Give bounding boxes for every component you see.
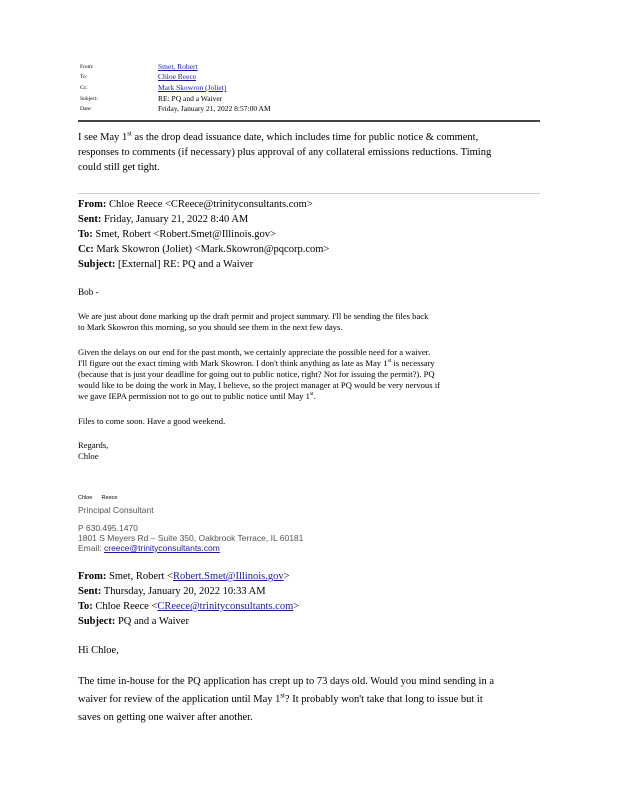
msg1-sent: Friday, January 21, 2022 8:40 AM [103, 214, 249, 225]
msg2-subject: PQ and a Waiver [117, 616, 189, 627]
msg1-cc: Mark Skowron (Joliet) <Mark.Skowron@pqcorp.com> [96, 244, 330, 255]
quote-divider [78, 193, 540, 194]
msg1-from: Chloe Reece <CReece@trinityconsultants.com> [109, 199, 313, 210]
msg2-from-email-link[interactable]: Robert.Smet@Illinois.gov [172, 571, 284, 582]
signature-address: 1801 S Meyers Rd – Suite 350, Oakbrook Terrace, IL 60181 [78, 533, 304, 543]
to-label: To: [80, 74, 88, 80]
reply-body [78, 130, 548, 175]
msg2-header: From: Smet, Robert <Robert.Smet@Illinois.gov> Sent: Thursday, January 20, 2022 10:33 AM To: Chloe Reece <CReece@trinityconsultants.com> Subject: PQ and a Waiver [78, 571, 300, 627]
cc-label: Cc: [80, 85, 88, 91]
cc-link[interactable]: Mark Skowron (Joliet) [158, 83, 227, 92]
signature-email-link[interactable]: creece@trinityconsultants.com [103, 543, 220, 553]
signature-contact: P 630.495.1470 1801 S Meyers Rd – Suite 350, Oakbrook Terrace, IL 60181 Email: creece@trinityconsultants.com [78, 523, 304, 553]
subject-value: RE: PQ and a Waiver [158, 94, 223, 103]
date-label: Date: [80, 106, 92, 112]
reply-line-2: responses to comments (if necessary) plus approval of any collateral emissions reductions. Timing [78, 147, 492, 158]
msg1-paragraph-2: Given the delays on our end for the past month, we certainly appreciate the possible need for a waiver. I'll figure out the exact timing with Mark Skowron. I don't think anything as late as May 1st is necessary (because that is just your deadline for going out to public notice, right? Not for issuing the permit?). PQ would like to be doing the work in May, I believe, so the project manager at PQ would be very nervous if we gave IEPA permission not to go out to public notice until May 1st. [78, 347, 440, 401]
msg2-to-email-link[interactable]: CReece@trinityconsultants.com [157, 601, 294, 612]
header-divider [78, 120, 540, 122]
signature-name: Chloe Reece [78, 495, 118, 501]
reply-line-1: I see May 1st as the drop dead issuance date, which includes time for public notice & comment, [78, 130, 479, 143]
msg1-greeting: Bob - [78, 287, 99, 297]
subject-label: Subject: [80, 96, 99, 102]
to-link[interactable]: Chloe Reece [158, 72, 197, 81]
msg2-greeting: Hi Chloe, [78, 645, 119, 656]
date-value: Friday, January 21, 2022 8:57:00 AM [158, 104, 271, 113]
msg2-sent: Thursday, January 20, 2022 10:33 AM [103, 586, 266, 597]
msg1-paragraph-3: Files to come soon. Have a good weekend. [78, 416, 226, 426]
msg1-header: From: Chloe Reece <CReece@trinityconsultants.com> Sent: Friday, January 21, 2022 8:40 AM To: Smet, Robert <Robert.Smet@Illinois.gov> Cc: Mark Skowron (Joliet) <Mark.Skowron@pqcorp.com> Subject: [External] RE: PQ and a Waiver [78, 199, 330, 270]
signature-title: Principal Consultant [78, 505, 154, 515]
msg2-paragraph: The time in-house for the PQ application has crept up to 73 days old. Would you mind sending in a waiver for review of the application until May 1st? It probably won't take that long to issue but it saves on getting one waiver after another. [78, 676, 494, 723]
msg1-closing: Regards, Chloe [78, 440, 109, 461]
msg1-to: Smet, Robert <Robert.Smet@Illinois.gov> [95, 229, 276, 240]
reply-line-3: could still get tight. [78, 162, 160, 173]
msg1-subject: [External] RE: PQ and a Waiver [117, 259, 254, 270]
msg1-paragraph-1: We are just about done marking up the draft permit and project summary. I'll be sending the files back to Mark Skowron this morning, so you should see them in the next few days. [78, 311, 429, 332]
from-link[interactable]: Smet, Robert [158, 62, 198, 71]
signature-phone: P 630.495.1470 [78, 523, 138, 533]
from-label: From: [80, 64, 94, 70]
